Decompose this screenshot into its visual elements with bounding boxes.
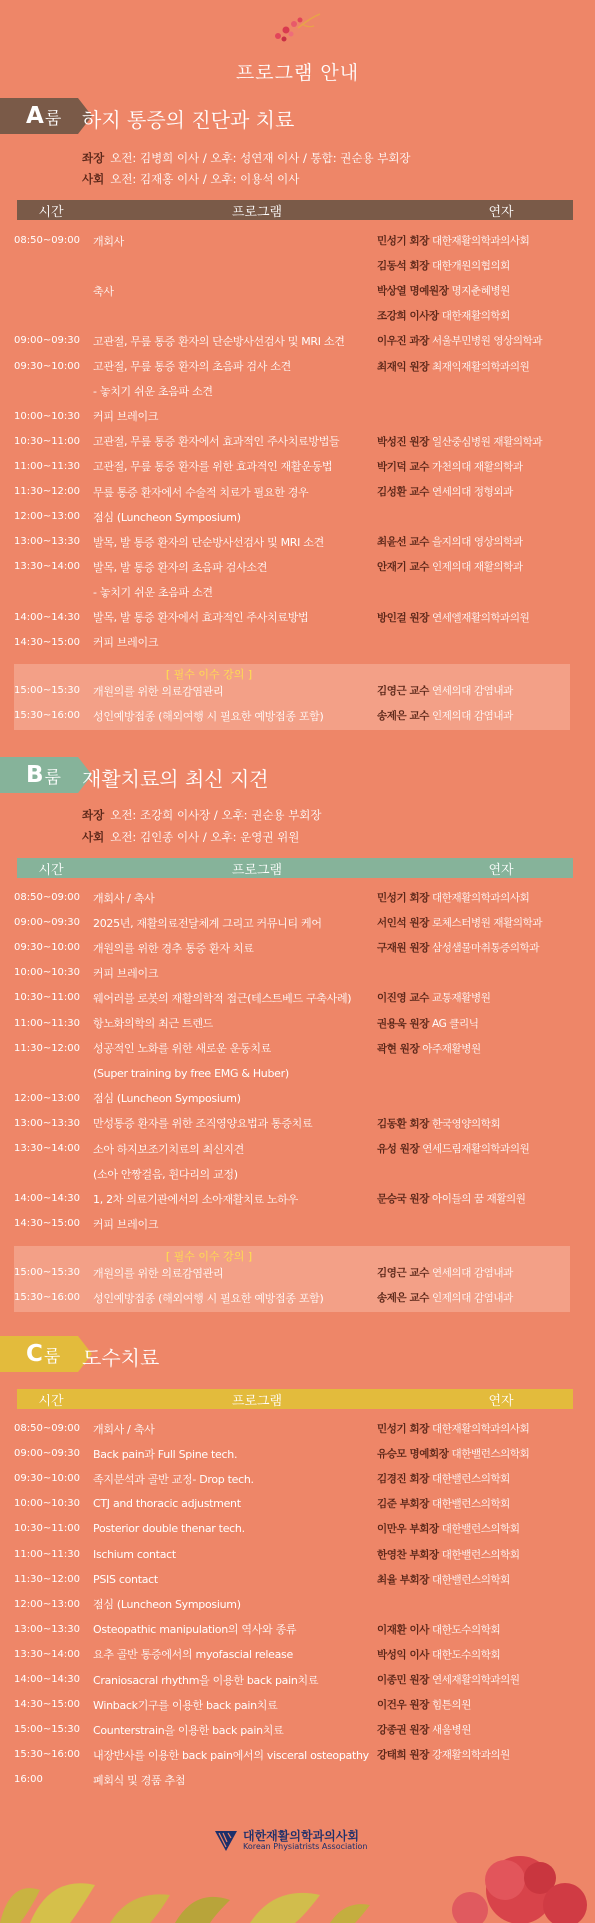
session-program: Counterstrain을 이용한 back pain치료: [93, 1723, 284, 1737]
session-time: 14:00~14:30: [14, 611, 81, 623]
session-time: 10:30~11:00: [14, 992, 81, 1004]
session-time: 11:30~12:00: [14, 486, 81, 497]
session-time: 14:00~14:30: [14, 1674, 81, 1685]
speaker-name: 박상열 명예원장: [377, 285, 449, 298]
schedule-row: [0, 379, 595, 404]
speaker-affiliation: 대한도수의학회: [431, 1648, 501, 1661]
session-speaker: [377, 434, 542, 449]
speaker-name: 송제은 교수: [377, 1292, 429, 1304]
session-speaker: [377, 990, 490, 1005]
schedule-row: [0, 328, 595, 353]
speaker-name: 강태희 원장: [377, 1749, 429, 1762]
speaker-name: 구재원 원장: [377, 942, 429, 955]
room-c-table-header: 시간 프로그램 연자: [17, 1389, 573, 1409]
session-program: (소아 안짱걸음, 휜다리의 교정): [93, 1167, 238, 1181]
speaker-affiliation: 최재익재활의학과의원: [431, 360, 530, 373]
schedule-row: [0, 910, 595, 935]
session-time: 09:00~09:30: [14, 335, 81, 347]
schedule-row: [0, 1011, 595, 1036]
session-time: 10:30~11:00: [14, 1523, 81, 1535]
speaker-name: 김동환 회장: [377, 1117, 429, 1130]
speaker-name: 박성진 원장: [377, 435, 429, 448]
session-time: 13:30~14:00: [14, 561, 81, 573]
schedule-row: [0, 354, 595, 379]
session-program: 점심 (Luncheon Symposium): [93, 1598, 241, 1612]
session-program: 고관절, 무릎 통증 환자의 초음파 검사 소견: [93, 360, 291, 373]
session-time: 12:00~13:00: [14, 1092, 81, 1104]
session-time: 09:30~10:00: [14, 942, 81, 954]
session-speaker: [377, 233, 529, 248]
session-speaker: [377, 1218, 380, 1230]
session-time: 08:50~09:00: [14, 892, 81, 903]
page-title: 프로그램 안내: [235, 62, 360, 84]
schedule-row: [0, 579, 595, 604]
session-time: 11:00~11:30: [14, 1548, 81, 1560]
session-program: 성인예방접종 (해외여행 시 필요한 예방접종 포함): [93, 1291, 324, 1305]
speaker-name: 송제은 교수: [377, 710, 429, 722]
session-speaker: [377, 1471, 510, 1486]
session-program: 요추 골반 통증에서의 myofascial release: [93, 1648, 293, 1662]
session-time: 10:00~10:30: [14, 1498, 81, 1510]
schedule-row: [0, 554, 595, 579]
session-program: 고관절, 무릎 통증 환자의 단순방사선검사 및 MRI 소견: [93, 334, 345, 348]
session-speaker: [377, 636, 380, 648]
session-program: Winback기구를 이용한 back pain치료: [93, 1698, 278, 1712]
session-time: 09:00~09:30: [14, 917, 81, 929]
room-a-chair: 좌장 오전: 김병희 이사 / 오후: 성연재 이사 / 통합: 권순용 부회장: [82, 151, 411, 165]
speaker-affiliation: 대한재활의학과의사회: [431, 1423, 530, 1435]
session-program: 웨어러블 로봇의 재활의학적 접근(테스트베드 구축사례): [93, 991, 352, 1005]
session-time: 15:00~15:30: [14, 685, 81, 696]
session-speaker: [377, 1067, 380, 1079]
session-program: Osteopathic manipulation의 역사와 종류: [93, 1623, 297, 1637]
session-speaker: [377, 1265, 513, 1280]
session-program: Craniosacral rhythm을 이용한 back pain치료: [93, 1673, 319, 1687]
room-a-tag: A 룸: [0, 98, 78, 134]
session-speaker: [377, 940, 539, 955]
schedule-row: [0, 630, 595, 655]
schedule-row: [0, 1742, 595, 1767]
session-time: 11:00~11:30: [14, 460, 81, 472]
session-program: 성인예방접종 (해외여행 시 필요한 예방접종 포함): [93, 709, 324, 723]
speaker-name: 서인석 원장: [377, 917, 429, 930]
schedule-row: [0, 529, 595, 554]
schedule-row: [0, 1667, 595, 1692]
session-program: 1, 2차 의료기관에서의 소아재활치료 노하우: [93, 1192, 298, 1206]
speaker-affiliation: 강재활의학과의원: [431, 1749, 510, 1762]
speaker-name: 조강희 이사장: [377, 310, 439, 323]
session-program: 발목, 발 통증 환자에서 효과적인 주사치료방법: [93, 611, 309, 624]
schedule-row: [0, 1186, 595, 1211]
speaker-name: 민성기 회장: [377, 892, 429, 904]
session-time: 15:00~15:30: [14, 1267, 81, 1278]
speaker-name: 이만우 부회장: [377, 1523, 439, 1536]
session-program: - 놓치기 쉬운 초음파 소견: [93, 385, 213, 399]
speaker-name: 박성익 이사: [377, 1648, 429, 1661]
schedule-row: [0, 885, 595, 910]
session-program: 커피 브레이크: [93, 636, 159, 650]
session-speaker: [377, 258, 510, 273]
session-program: 발목, 발 통증 환자의 단순방사선검사 및 MRI 소견: [93, 535, 324, 549]
room-a-host: 사회 오전: 김재홍 이사 / 오후: 이용석 이사: [82, 172, 300, 186]
speaker-name: 김성환 교수: [377, 486, 429, 498]
schedule-row: [0, 605, 595, 630]
session-speaker: [377, 1446, 529, 1461]
speaker-name: 최재익 원장: [377, 360, 429, 373]
speaker-name: 김동석 회장: [377, 260, 429, 273]
session-speaker: [377, 1168, 380, 1180]
session-speaker: [377, 559, 523, 574]
session-program: 개회사 / 축사: [93, 1422, 155, 1436]
schedule-row: [0, 678, 595, 703]
schedule-row: [0, 1717, 595, 1742]
schedule-row: [0, 1111, 595, 1136]
speaker-affiliation: 인제의대 감염내과: [431, 710, 513, 722]
association-name-ko: 대한재활의학과의사회: [243, 1829, 359, 1843]
session-time: 11:30~12:00: [14, 1573, 81, 1585]
session-time: 11:00~11:30: [14, 1017, 81, 1029]
session-speaker: [377, 333, 542, 348]
session-time: 09:00~09:30: [14, 1448, 81, 1460]
session-time: 12:00~13:00: [14, 511, 81, 523]
session-time: 13:30~14:00: [14, 1143, 81, 1154]
flower-decoration-icon: [258, 8, 328, 46]
session-speaker: [377, 511, 380, 523]
schedule-row: [0, 1516, 595, 1541]
schedule-row: [0, 1491, 595, 1516]
speaker-affiliation: 힘튼의원: [431, 1699, 471, 1712]
session-time: 15:30~16:00: [14, 1292, 81, 1303]
room-b-chair: 좌장 오전: 조강희 이사장 / 오후: 권순용 부회장: [82, 808, 322, 822]
session-program: 무릎 통증 환자에서 수술적 치료가 필요한 경우: [93, 485, 309, 499]
session-program: 개원의를 위한 경추 통증 환자 치료: [93, 941, 254, 955]
session-program: 점심 (Luncheon Symposium): [93, 510, 241, 524]
speaker-name: 민성기 회장: [377, 1423, 429, 1435]
schedule-row: [0, 960, 595, 985]
speaker-affiliation: 교통재활병원: [431, 992, 491, 1005]
speaker-affiliation: 로체스터병원 재활의학과: [431, 917, 543, 930]
session-program: 항노화의학의 최근 트렌드: [93, 1017, 213, 1030]
session-speaker: [377, 1141, 529, 1156]
room-a-title: 하지 통증의 진단과 치료: [82, 108, 295, 132]
speaker-affiliation: 대한밸런스의학회: [441, 1523, 520, 1536]
session-speaker: [377, 1622, 500, 1637]
schedule-row: [0, 1086, 595, 1111]
session-speaker: [377, 1697, 471, 1712]
session-program: 축사: [93, 284, 114, 298]
session-program: Back pain과 Full Spine tech.: [93, 1447, 238, 1461]
schedule-row: [0, 1161, 595, 1186]
session-program: 커피 브레이크: [93, 966, 159, 980]
schedule-row: [0, 1692, 595, 1717]
session-time: 14:30~15:00: [14, 1218, 81, 1230]
schedule-row: [0, 1061, 595, 1086]
speaker-affiliation: 대한밸런스의학회: [441, 1548, 520, 1561]
room-a-table-header: 시간 프로그램 연자: [17, 200, 573, 220]
session-speaker: [377, 1290, 513, 1305]
speaker-affiliation: 삼성샘물마취통증의학과: [431, 942, 540, 955]
speaker-affiliation: 명지춘혜병원: [451, 285, 510, 298]
schedule-row: [0, 1567, 595, 1592]
schedule-row: [0, 703, 595, 728]
speaker-name: 이우진 과장: [377, 335, 429, 348]
session-program: 폐회식 및 경품 추첨: [93, 1773, 186, 1787]
session-time: 13:00~13:30: [14, 1117, 81, 1129]
session-speaker: [377, 1747, 510, 1762]
session-speaker: [377, 410, 380, 422]
speaker-affiliation: 연세의대 감염내과: [431, 1267, 513, 1279]
schedule-row: [0, 1211, 595, 1236]
session-speaker: [377, 1647, 500, 1662]
session-speaker: [377, 1521, 520, 1536]
session-program: 발목, 발 통증 환자의 초음파 검사소견: [93, 560, 268, 574]
session-time: 14:00~14:30: [14, 1193, 81, 1205]
session-time: 10:00~10:30: [14, 410, 81, 422]
schedule-row: [0, 504, 595, 529]
session-time: 10:00~10:30: [14, 967, 81, 979]
session-speaker: [377, 890, 529, 905]
speaker-name: 방인걸 원장: [377, 611, 429, 624]
session-program: 개원의를 위한 의료감염관리: [93, 684, 224, 698]
leaves-flower-decoration-icon: [0, 1850, 595, 1923]
speaker-affiliation: 인제의대 감염내과: [431, 1292, 513, 1304]
session-speaker: [377, 283, 510, 298]
schedule-row: [0, 1642, 595, 1667]
speaker-affiliation: 아이들의 꿈 재활의원: [431, 1193, 526, 1206]
session-time: 15:30~16:00: [14, 710, 81, 721]
schedule-row: [0, 1441, 595, 1466]
session-time: 14:30~15:00: [14, 636, 81, 648]
speaker-affiliation: 대한밸런스의학회: [451, 1448, 530, 1461]
session-time: 15:00~15:30: [14, 1724, 81, 1736]
speaker-affiliation: 새움병원: [431, 1724, 471, 1737]
speaker-affiliation: 대한재활의학과의사회: [431, 235, 530, 247]
schedule-row: [0, 253, 595, 278]
session-time: 09:30~10:00: [14, 1473, 81, 1485]
session-time: 16:00: [14, 1774, 43, 1786]
speaker-name: 한영찬 부회장: [377, 1548, 439, 1561]
speaker-name: 이재환 이사: [377, 1623, 429, 1636]
session-program: 개회사: [93, 234, 124, 248]
schedule-row: [0, 429, 595, 454]
speaker-affiliation: 가천의대 재활의학과: [431, 460, 523, 473]
session-time: 13:00~13:30: [14, 536, 81, 548]
speaker-affiliation: 대한밸런스의학회: [431, 1498, 510, 1511]
session-speaker: [377, 610, 529, 625]
session-speaker: [377, 915, 542, 930]
session-program: 개회사 / 축사: [93, 891, 155, 905]
schedule-row: [0, 404, 595, 429]
session-time: 08:50~09:00: [14, 235, 81, 246]
session-speaker: [377, 1672, 520, 1687]
speaker-affiliation: 아주재활병원: [422, 1042, 481, 1055]
speaker-affiliation: 대한도수의학회: [431, 1623, 501, 1636]
session-speaker: [377, 534, 523, 549]
session-speaker: [377, 1016, 479, 1031]
speaker-affiliation: 한국영양의학회: [431, 1117, 501, 1130]
session-time: 08:50~09:00: [14, 1423, 81, 1434]
speaker-name: 김영근 교수: [377, 685, 429, 697]
speaker-name: 김영근 교수: [377, 1267, 429, 1279]
session-program: - 놓치기 쉬운 초음파 소견: [93, 585, 213, 599]
session-program: 소아 하지보조기치료의 최신지견: [93, 1142, 244, 1156]
session-speaker: [377, 1116, 500, 1131]
session-program: 고관절, 무릎 통증 환자를 위한 효과적인 재활운동법: [93, 460, 333, 474]
session-program: CTJ and thoracic adjustment: [93, 1497, 241, 1511]
session-time: 11:30~12:00: [14, 1042, 81, 1054]
session-program: Posterior double thenar tech.: [93, 1522, 245, 1536]
speaker-affiliation: 연세의대 감염내과: [431, 685, 513, 697]
room-c-title: 도수치료: [82, 1346, 160, 1370]
room-c-tag: C 룸: [0, 1336, 78, 1372]
session-speaker: [377, 1774, 380, 1786]
session-speaker: [377, 967, 380, 979]
schedule-row: [0, 1592, 595, 1617]
session-program: 내장반사를 이용한 back pain에서의 visceral osteopathy: [93, 1748, 369, 1762]
speaker-name: 유성 원장: [377, 1143, 420, 1155]
speaker-affiliation: 인제의대 재활의학과: [431, 561, 523, 574]
session-program: 고관절, 무릎 통증 환자에서 효과적인 주사치료방법들: [93, 435, 340, 449]
room-b-host: 사회 오전: 김인종 이사 / 오후: 운영권 위원: [82, 830, 300, 844]
association-name-en: Korean Physiatrists Association: [243, 1842, 368, 1852]
session-time: 10:30~11:00: [14, 435, 81, 447]
speaker-affiliation: 연세의대 정형외과: [431, 486, 513, 498]
speaker-affiliation: 대한개원의협의회: [431, 260, 510, 273]
session-speaker: [377, 1092, 380, 1104]
session-speaker: [377, 308, 510, 323]
schedule-row: [0, 1036, 595, 1061]
session-time: 09:30~10:00: [14, 360, 81, 372]
session-program: 족지분석과 골반 교정- Drop tech.: [93, 1472, 254, 1486]
session-program: 성공적인 노화를 위한 새로운 운동치료: [93, 1042, 272, 1056]
schedule-row: [0, 278, 595, 303]
session-program: 커피 브레이크: [93, 410, 159, 424]
session-speaker: [377, 459, 523, 474]
session-program: 2025년, 재활의료전달체계 그리고 커뮤니티 케어: [93, 916, 322, 930]
schedule-row: [0, 454, 595, 479]
schedule-row: [0, 1260, 595, 1285]
session-program: Ischium contact: [93, 1547, 176, 1561]
session-program: 점심 (Luncheon Symposium): [93, 1092, 241, 1106]
speaker-name: 문승국 원장: [377, 1193, 429, 1206]
speaker-affiliation: 대한밸런스의학회: [431, 1573, 510, 1586]
session-speaker: [377, 1191, 526, 1206]
required-label: [ 필수 이수 강의 ]: [165, 1250, 253, 1263]
session-time: 13:30~14:00: [14, 1648, 81, 1660]
speaker-affiliation: 연세엘재활의학과의원: [431, 611, 530, 624]
session-time: 14:30~15:00: [14, 1699, 81, 1711]
speaker-name: 이진영 교수: [377, 992, 429, 1005]
room-b-title: 재활치료의 최신 지견: [82, 767, 269, 791]
schedule-row: [0, 1136, 595, 1161]
session-speaker: [377, 683, 513, 698]
schedule-row: [0, 1466, 595, 1491]
schedule-row: [0, 479, 595, 504]
speaker-name: 김준 부회장: [377, 1498, 429, 1511]
session-speaker: [377, 708, 513, 723]
schedule-row: [0, 1542, 595, 1567]
session-program: (Super training by free EMG & Huber): [93, 1066, 289, 1080]
session-time: 13:00~13:30: [14, 1623, 81, 1635]
speaker-name: 권용욱 원장: [377, 1017, 429, 1030]
session-speaker: [377, 359, 529, 374]
session-speaker: [377, 1041, 481, 1056]
schedule-row: [0, 303, 595, 328]
speaker-name: 최윤선 교수: [377, 536, 429, 549]
session-speaker: [377, 1572, 510, 1587]
schedule-row: [0, 1767, 595, 1792]
schedule-row: [0, 228, 595, 253]
session-speaker: [377, 1547, 520, 1562]
speaker-name: 곽현 원장: [377, 1042, 420, 1055]
speaker-name: 강종권 원장: [377, 1724, 429, 1737]
required-label: [ 필수 이수 강의 ]: [165, 668, 253, 681]
schedule-row: [0, 985, 595, 1010]
speaker-affiliation: 연세재활의학과의원: [431, 1674, 520, 1686]
speaker-name: 김경진 회장: [377, 1473, 429, 1486]
session-speaker: [377, 484, 513, 499]
speaker-affiliation: AG 클리닉: [431, 1017, 479, 1030]
speaker-name: 박기덕 교수: [377, 460, 429, 473]
speaker-name: 최율 부회장: [377, 1573, 429, 1586]
schedule-row: [0, 1617, 595, 1642]
speaker-affiliation: 을지의대 영상의학과: [431, 536, 523, 549]
speaker-name: 이건우 원장: [377, 1699, 429, 1712]
session-speaker: [377, 1598, 380, 1610]
schedule-row: [0, 1416, 595, 1441]
schedule-row: [0, 935, 595, 960]
session-speaker: [377, 1421, 529, 1436]
session-time: 15:30~16:00: [14, 1749, 81, 1761]
session-speaker: [377, 586, 380, 598]
session-speaker: [377, 1722, 471, 1737]
session-speaker: [377, 385, 380, 397]
speaker-affiliation: 대한재활의학회: [441, 310, 510, 323]
speaker-affiliation: 연세드림재활의학과의원: [422, 1143, 530, 1155]
speaker-name: 이종민 원장: [377, 1674, 429, 1686]
speaker-affiliation: 대한재활의학과의사회: [431, 892, 530, 904]
session-program: PSIS contact: [93, 1572, 158, 1586]
schedule-row: [0, 1285, 595, 1310]
speaker-affiliation: 대한밸런스의학회: [431, 1473, 510, 1486]
speaker-name: 민성기 회장: [377, 235, 429, 247]
speaker-name: 유승모 명예회장: [377, 1448, 449, 1461]
speaker-affiliation: 서울부민병원 영상의학과: [431, 335, 543, 348]
speaker-affiliation: 일산중심병원 재활의학과: [431, 435, 543, 448]
session-speaker: [377, 1496, 510, 1511]
session-program: 만성통증 환자를 위한 조직영양요법과 통증치료: [93, 1117, 313, 1131]
session-time: 12:00~13:00: [14, 1598, 81, 1610]
session-program: 커피 브레이크: [93, 1217, 159, 1231]
room-b-tag: B 룸: [0, 757, 78, 793]
room-b-table-header: 시간 프로그램 연자: [17, 858, 573, 878]
speaker-name: 안재기 교수: [377, 561, 429, 574]
session-program: 개원의를 위한 의료감염관리: [93, 1266, 224, 1280]
